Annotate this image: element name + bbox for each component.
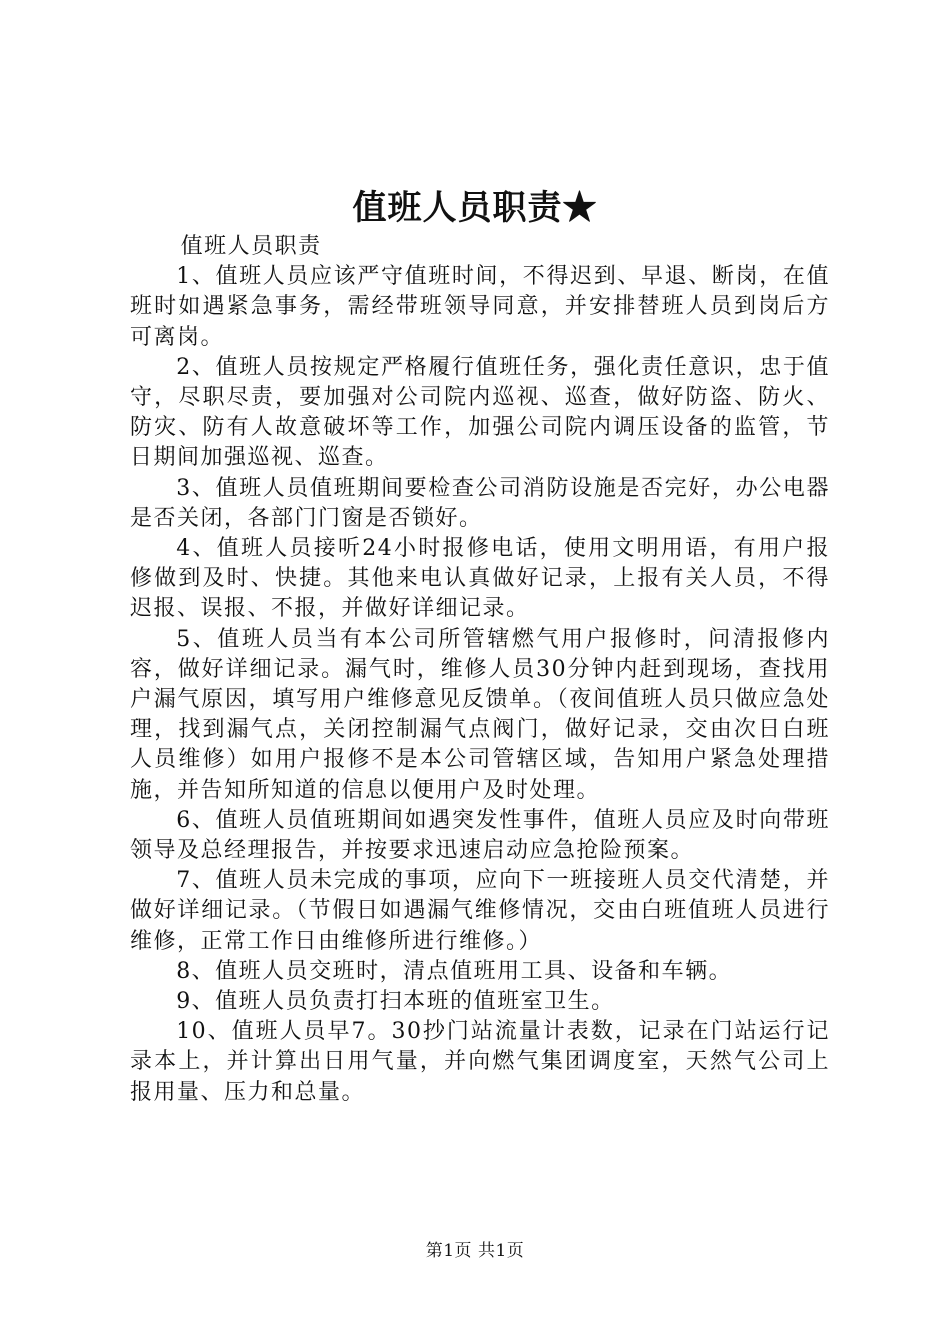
- duty-item-8: 8、值班人员交班时，清点值班用工具、设备和车辆。: [176, 958, 733, 984]
- document-body: [130, 232, 830, 1108]
- duty-item-3: 3、值班人员值班期间要检查公司消防设施是否完好，办公电器是否关闭，各部门门窗是否锁好。: [130, 475, 830, 531]
- duty-item-10: 10、值班人员早7。30抄门站流量计表数，记录在门站运行记录本上，并计算出日用气量，并向燃气集团调度室，天然气公司上报用量、压力和总量。: [130, 1019, 830, 1105]
- duty-item-5: 5、值班人员当有本公司所管辖燃气用户报修时，问清报修内容，做好详细记录。漏气时，维修人员30分钟内赶到现场，查找用户漏气原因，填写用户维修意见反馈单。（夜间值班人员只做应急处理，找到漏气点，关闭控制漏气点阀门，做好记录，交由次日白班人员维修）如用户报修不是本公司管辖区域，告知用户紧急处理措施，并告知所知道的信息以便用户及时处理。: [130, 626, 830, 803]
- duty-item-9: 9、值班人员负责打扫本班的值班室卫生。: [176, 989, 615, 1015]
- duty-item-2: 2、值班人员按规定严格履行值班任务，强化责任意识，忠于值守，尽职尽责，要加强对公司院内巡视、巡查，做好防盗、防火、防灾、防有人故意破坏等工作，加强公司院内调压设备的监管，节日期间加强巡视、巡查。: [130, 354, 830, 471]
- document-title: 值班人员职责★: [352, 188, 598, 228]
- duty-item-1: 1、值班人员应该严守值班时间，不得迟到、早退、断岗，在值班时如遇紧急事务，需经带班领导同意，并安排替班人员到岗后方可离岗。: [130, 264, 830, 350]
- document-subtitle: 值班人员职责: [180, 234, 322, 259]
- duty-item-7: 7、值班人员未完成的事项，应向下一班接班人员交代清楚，并做好详细记录。（节假日如遇漏气维修情况，交由白班值班人员进行维修，正常工作日由维修所进行维修。）: [130, 868, 830, 954]
- duty-item-4: 4、值班人员接听24小时报修电话，使用文明用语，有用户报修做到及时、快捷。其他来电认真做好记录，上报有关人员，不得迟报、误报、不报，并做好详细记录。: [130, 536, 830, 622]
- page-number-footer: 第1页 共1页: [425, 1241, 525, 1261]
- duty-item-6: 6、值班人员值班期间如遇突发性事件，值班人员应及时向带班领导及总经理报告，并按要求迅速启动应急抢险预案。: [130, 807, 830, 864]
